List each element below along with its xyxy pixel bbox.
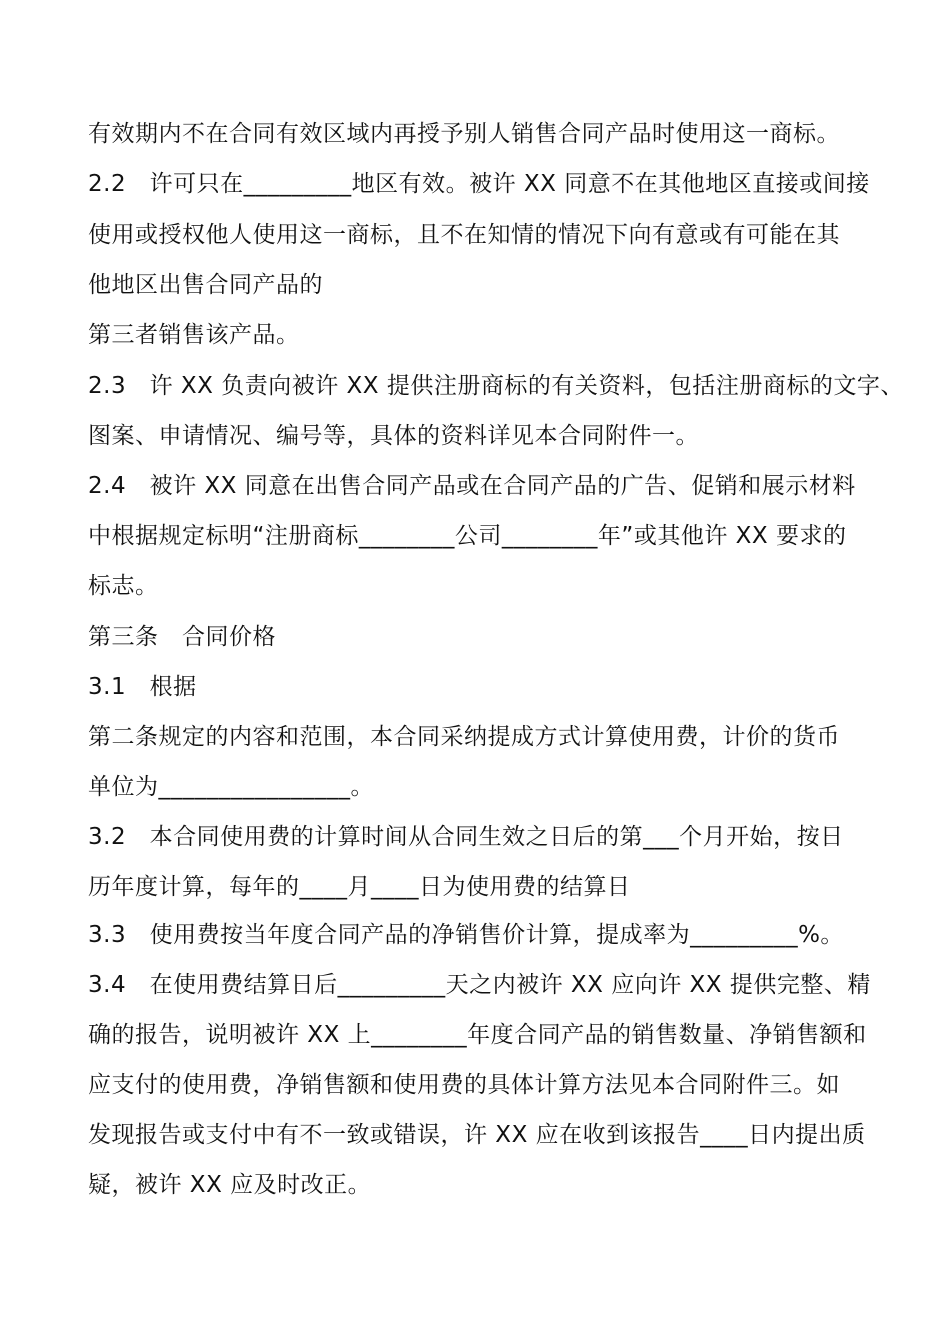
text-line: 应支付的使用费，净销售额和使用费的具体计算方法见本合同附件三。如 xyxy=(88,1072,840,1098)
clause-3-2: 3.2 本合同使用费的计算时间从合同生效之日后的第___个月开始，按日 xyxy=(88,824,844,850)
text-line: 第二条规定的内容和范围，本合同采纳提成方式计算使用费，计价的货币 xyxy=(88,724,840,750)
section-heading: 第三条 合同价格 xyxy=(88,624,276,650)
text-line: 疑，被许 XX 应及时改正。 xyxy=(88,1172,372,1198)
text-line: 他地区出售合同产品的 xyxy=(88,272,323,298)
text-line: 发现报告或支付中有不一致或错误，许 XX 应在收到该报告____日内提出质 xyxy=(88,1122,866,1148)
clause-3-1: 3.1 根据 xyxy=(88,674,197,700)
text-line: 图案、申请情况、编号等，具体的资料详见本合同附件一。 xyxy=(88,423,699,449)
clause-2-3: 2.3 许 XX 负责向被许 XX 提供注册商标的有关资料，包括注册商标的文字、 xyxy=(88,373,904,399)
clause-3-4: 3.4 在使用费结算日后_________天之内被许 XX 应向许 XX 提供完整、精 xyxy=(88,972,871,998)
text-line: 中根据规定标明“注册商标________公司________年”或其他许 XX 要求的 xyxy=(88,523,847,549)
text-line: 历年度计算，每年的____月____日为使用费的结算日 xyxy=(88,874,631,900)
text-line: 标志。 xyxy=(88,573,159,599)
clause-2-4: 2.4 被许 XX 同意在出售合同产品或在合同产品的广告、促销和展示材料 xyxy=(88,473,856,499)
text-line: 使用或授权他人使用这一商标，且不在知情的情况下向有意或有可能在其 xyxy=(88,222,840,248)
text-line: 确的报告，说明被许 XX 上________年度合同产品的销售数量、净销售额和 xyxy=(88,1022,867,1048)
clause-2-2: 2.2 许可只在_________地区有效。被许 XX 同意不在其他地区直接或间接 xyxy=(88,171,870,197)
text-line: 单位为________________。 xyxy=(88,774,374,800)
text-line: 有效期内不在合同有效区域内再授予别人销售合同产品时使用这一商标。 xyxy=(88,121,840,147)
clause-3-3: 3.3 使用费按当年度合同产品的净销售价计算，提成率为_________%。 xyxy=(88,922,844,948)
text-line: 第三者销售该产品。 xyxy=(88,322,300,348)
